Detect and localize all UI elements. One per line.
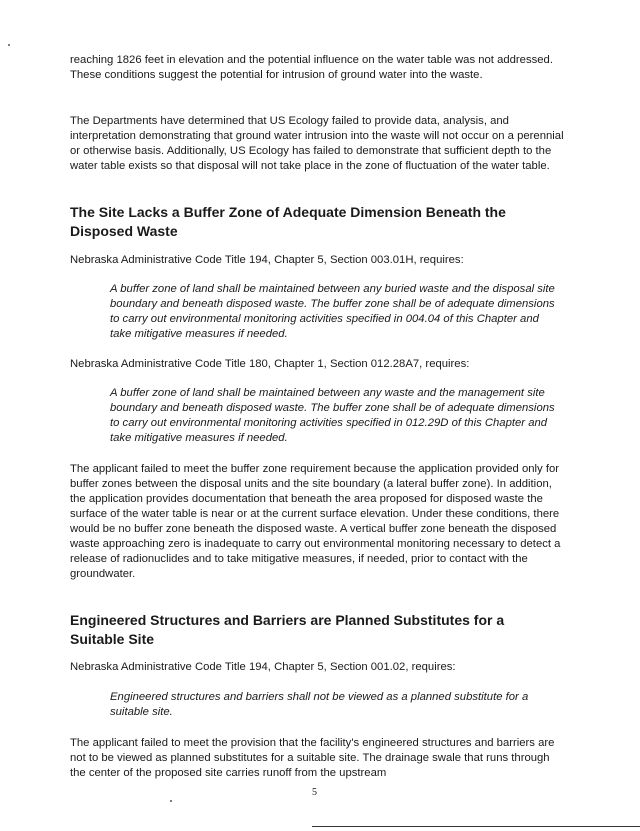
scan-speck: [170, 800, 172, 802]
paragraph-water-elevation: reaching 1826 feet in elevation and the potential influence on the water table was not addressed. These conditions suggest the potential for intrusion of ground water into the waste.: [70, 54, 553, 81]
paragraph-code-194-citation: Nebraska Administrative Code Title 194, Chapter 5, Section 003.01H, requires:: [70, 254, 464, 266]
heading-buffer-zone: The Site Lacks a Buffer Zone of Adequate Dimension Beneath the Disposed Waste: [70, 204, 506, 239]
paragraph-code-180-citation: Nebraska Administrative Code Title 180, Chapter 1, Section 012.28A7, requires:: [70, 358, 470, 370]
bottom-rule: [312, 826, 640, 827]
page-number: 5: [312, 787, 317, 798]
paragraph-code-194-001-citation: Nebraska Administrative Code Title 194, Chapter 5, Section 001.02, requires:: [70, 661, 456, 673]
quote-code-180-buffer: A buffer zone of land shall be maintained between any waste and the management site boundary and beneath disposed waste. The buffer zone shall be of adequate dimensions to carry out environmental monitoring activities specified in 012.29D of this Chapter and take mitigative measures if needed.: [110, 387, 555, 444]
paragraph-buffer-failure: The applicant failed to meet the buffer zone requirement because the application provided only for buffer zones between the disposal units and the site boundary (a lateral buffer zone). In addition, the application provides documentation that beneath the area proposed for disposed waste the surface of the water table is near or at the current surface elevation. Under these conditions, there would be no buffer zone beneath the disposed waste. A vertical buffer zone beneath the disposed waste approaching zero is inadequate to carry out environmental monitoring necessary to detect a release of radionuclides and to take mitigative measures, if needed, prior to contact with the groundwater.: [70, 463, 561, 580]
scan-speck: [8, 44, 10, 46]
quote-code-194-buffer: A buffer zone of land shall be maintained between any buried waste and the disposal site boundary and beneath disposed waste. The buffer zone shall be of adequate dimensions to carry out environmental monitoring activities specified in 004.04 of this Chapter and take mitigative measures if needed.: [110, 283, 555, 340]
paragraph-drainage-swale: The applicant failed to meet the provision that the facility's engineered structures and barriers are not to be viewed as planned substitutes for a suitable site. The drainage swale that runs through the center of the proposed site carries runoff from the upstream: [70, 737, 555, 779]
quote-engineered-structures: Engineered structures and barriers shall not be viewed as a planned substitute for a suitable site.: [110, 691, 529, 718]
heading-engineered-structures: Engineered Structures and Barriers are Planned Substitutes for a Suitable Site: [70, 612, 505, 647]
paragraph-departments-determination: The Departments have determined that US Ecology failed to provide data, analysis, and interpretation demonstrating that ground water intrusion into the waste will not occur on a perennial or otherwise basis. Additionally, US Ecology has failed to demonstrate that sufficient depth to the water table exists so that disposal will not take place in the zone of fluctuation of the water table.: [70, 115, 564, 172]
